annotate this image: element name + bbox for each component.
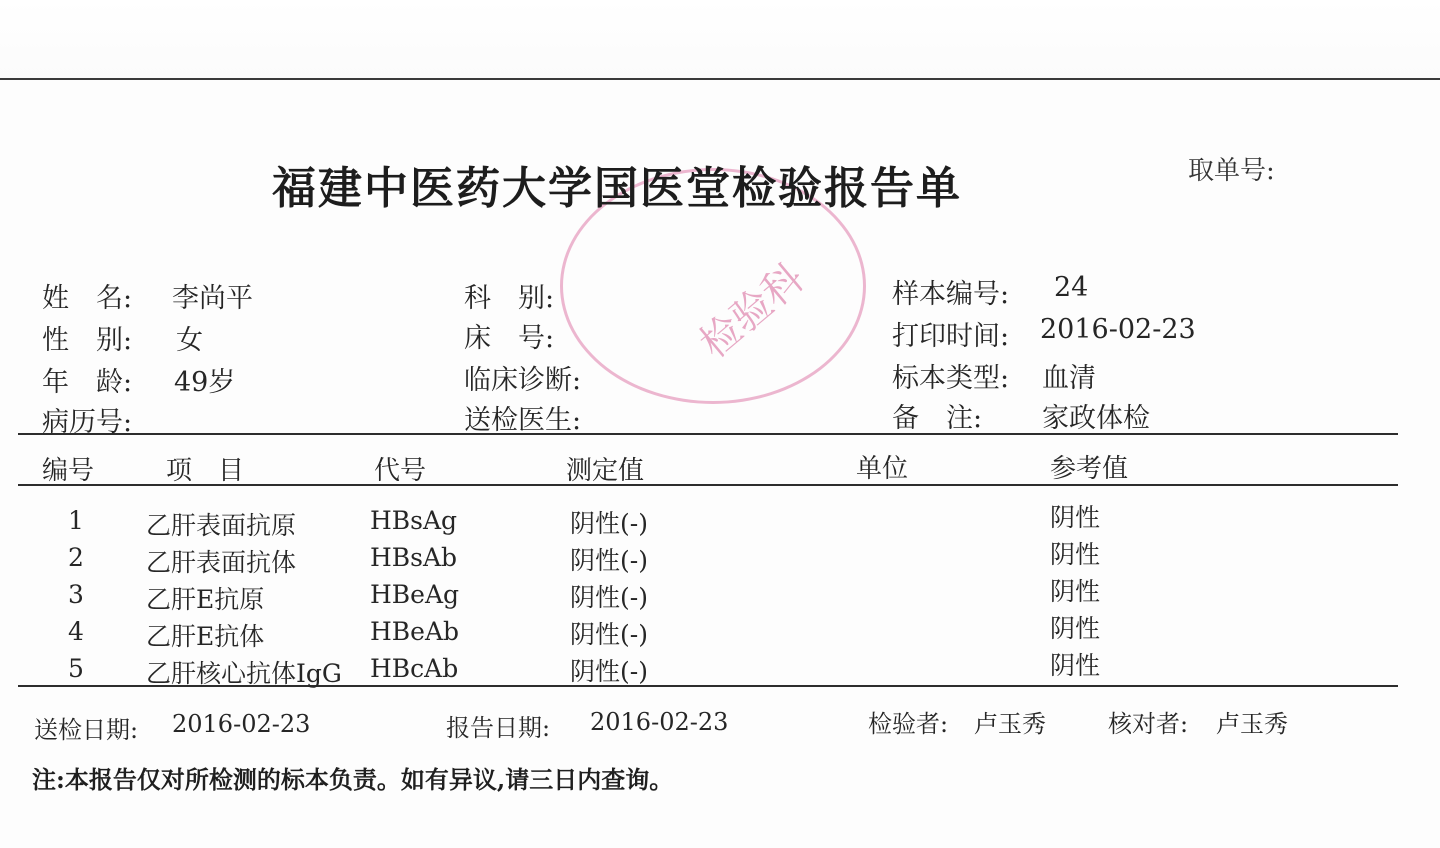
report-title: 福建中医药大学国医堂检验报告单 [272,163,962,214]
row-5-ref: 阴性 [1050,651,1101,680]
lab-stamp-text: 检验科 [691,254,813,368]
patient-age: 49岁 [174,367,236,398]
disclaimer-note: 注:本报告仅对所检测的标本负责。如有异议,请三日内查询。 [32,765,674,794]
submit-date: 2016-02-23 [172,710,311,738]
scanner-background [0,0,1440,80]
remark-label: 备 注: [892,403,983,434]
row-5-value: 阴性(-) [570,657,648,686]
checker: 卢玉秀 [1216,710,1288,738]
patient-age-label: 年 龄: [42,367,133,398]
row-1-value: 阴性(-) [570,509,648,538]
sample-type-label: 标本类型: [892,363,1010,394]
row-1-item: 乙肝表面抗原 [146,511,297,540]
col-header-value: 测定值 [566,456,645,486]
row-3-no: 3 [68,580,84,609]
remark: 家政体检 [1042,403,1150,434]
row-4-value: 阴性(-) [570,620,648,649]
row-2-item: 乙肝表面抗体 [146,548,297,577]
inspector-label: 检验者: [868,710,949,738]
row-3-code: HBeAg [370,580,460,609]
sample-type: 血清 [1042,363,1096,394]
col-header-ref: 参考值 [1050,454,1129,484]
row-4-no: 4 [68,617,84,646]
print-time-label: 打印时间: [892,321,1010,352]
row-2-value: 阴性(-) [570,546,648,575]
checker-label: 核对者: [1108,710,1189,738]
row-2-no: 2 [68,543,84,572]
row-4-item: 乙肝E抗体 [146,622,265,651]
ticket-number-label: 取单号: [1188,156,1275,186]
sample-id: 24 [1054,272,1089,303]
sample-id-label: 样本编号: [892,279,1010,310]
row-5-code: HBcAb [370,654,459,683]
clinical-diagnosis-label: 临床诊断: [464,365,582,396]
row-2-ref: 阴性 [1050,540,1101,569]
report-date: 2016-02-23 [590,708,729,736]
patient-name: 李尚平 [172,283,253,314]
medical-record-label: 病历号: [42,407,133,438]
row-5-item: 乙肝核心抗体IgG [146,659,342,688]
table-top-rule [18,433,1398,435]
row-3-ref: 阴性 [1050,577,1101,606]
col-header-no: 编号 [42,456,95,486]
row-5-no: 5 [68,654,84,683]
row-1-ref: 阴性 [1050,503,1101,532]
col-header-unit: 单位 [856,454,909,484]
col-header-code: 代号 [374,456,427,486]
col-header-item: 项 目 [166,456,245,486]
patient-gender: 女 [176,325,203,356]
inspector: 卢玉秀 [974,710,1046,738]
row-3-item: 乙肝E抗原 [146,585,265,614]
bed-number-label: 床 号: [464,323,555,354]
patient-name-label: 姓 名: [42,283,133,314]
row-4-ref: 阴性 [1050,614,1101,643]
referring-doctor-label: 送检医生: [464,405,582,436]
department-label: 科 别: [464,283,555,314]
row-2-code: HBsAb [370,543,458,572]
row-3-value: 阴性(-) [570,583,648,612]
print-time: 2016-02-23 [1040,314,1196,345]
row-1-no: 1 [68,506,84,535]
report-date-label: 报告日期: [446,714,551,742]
row-1-code: HBsAg [370,506,458,535]
patient-gender-label: 性 别: [42,325,133,356]
submit-date-label: 送检日期: [34,716,139,744]
row-4-code: HBeAb [370,617,460,646]
